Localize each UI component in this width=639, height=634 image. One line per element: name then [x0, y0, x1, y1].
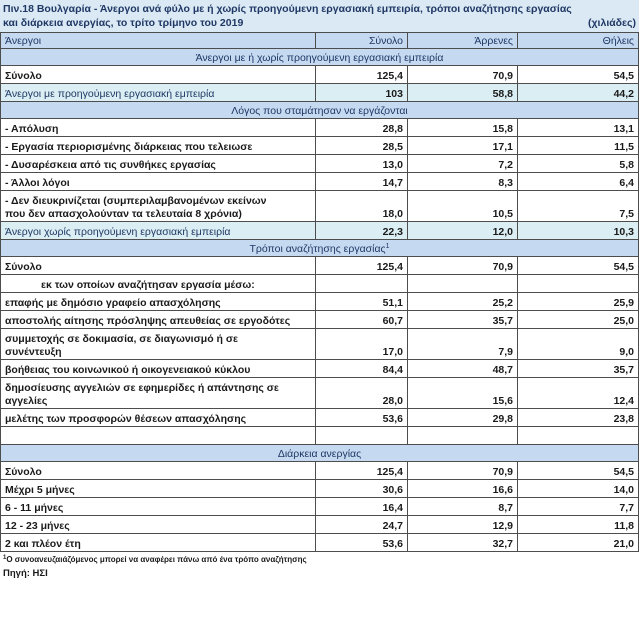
table-row: [1, 222, 639, 240]
row-label: - Δυσαρέσκεια από τις συνθήκες εργασίας: [1, 155, 316, 173]
cell-male: 25,2: [408, 293, 518, 311]
row-label: Σύνολο: [1, 257, 316, 275]
section-search-methods: [1, 240, 639, 257]
row-label: Σύνολο: [1, 66, 316, 84]
cell-female: 23,8: [518, 409, 639, 427]
row-label: Σύνολο: [1, 462, 316, 480]
row-label-line-2: που δεν απασχολούνταν τα τελευταία 8 χρόνια): [5, 208, 242, 220]
table-row: [1, 257, 639, 275]
cell-male: 58,8: [408, 84, 518, 102]
section-duration: Διάρκεια ανεργίας: [1, 445, 639, 462]
row-label: - Απόλυση: [1, 119, 316, 137]
cell-total: 28,0: [316, 378, 408, 409]
row-label-line-1: - Δεν διευκρινίζεται (συμπεριλαμβανομένων εκείνων: [5, 195, 267, 207]
row-label: [1, 329, 316, 360]
table-row: [1, 191, 639, 222]
caption-line-2: και διάρκεια ανεργίας, το τρίτο τρίμηνο του 2019: [3, 17, 244, 29]
cell-female: 12,4: [518, 378, 639, 409]
table-row: [1, 84, 639, 102]
cell-total: 53,6: [316, 534, 408, 552]
cell-total: 17,0: [316, 329, 408, 360]
header-label: Άνεργοι: [1, 33, 316, 49]
table-row: [1, 155, 639, 173]
section-experience: Άνεργοι με ή χωρίς προηγούμενη εργασιακή εμπειρία: [1, 49, 639, 66]
row-label: επαφής με δημόσιο γραφείο απασχόλησης: [1, 293, 316, 311]
footnote-marker: 1: [385, 243, 390, 250]
row-label-line-1: συμμετοχής σε δοκιμασία, σε διαγωνισμό ή σε: [5, 333, 239, 345]
cell-female: 54,5: [518, 462, 639, 480]
section-row: [1, 49, 639, 66]
cell-male: 70,9: [408, 462, 518, 480]
table-row: [1, 119, 639, 137]
table-row: [1, 275, 639, 293]
cell-female: 54,5: [518, 66, 639, 84]
unemployment-table: [0, 32, 639, 552]
cell-male: 70,9: [408, 257, 518, 275]
table-row: [1, 329, 639, 360]
cell-female: 10,3: [518, 222, 639, 240]
cell-male: 32,7: [408, 534, 518, 552]
cell-male: 48,7: [408, 360, 518, 378]
table-row: [1, 480, 639, 498]
row-label: [1, 378, 316, 409]
header-row: [1, 33, 639, 49]
cell-male: 15,6: [408, 378, 518, 409]
row-label: Άνεργοι χωρίς προηγούμενη εργασιακή εμπειρία: [1, 222, 316, 240]
cell-total: 125,4: [316, 257, 408, 275]
table-row: [1, 293, 639, 311]
section-reason: Λόγος που σταμάτησαν να εργάζονται: [1, 102, 639, 119]
row-label: - Άλλοι λόγοι: [1, 173, 316, 191]
section-row: [1, 102, 639, 119]
cell-female: 14,0: [518, 480, 639, 498]
footnote-number: 1: [3, 555, 7, 561]
cell-female: 35,7: [518, 360, 639, 378]
cell-total: 125,4: [316, 462, 408, 480]
row-label: - Εργασία περιορισμένης διάρκειας που τελειωσε: [1, 137, 316, 155]
table-row: [1, 409, 639, 427]
row-label: βοήθειας του κοινωνικού ή οικογενειακού κύκλου: [1, 360, 316, 378]
cell-female: 13,1: [518, 119, 639, 137]
cell-total: 51,1: [316, 293, 408, 311]
row-label: 6 - 11 μήνες: [1, 498, 316, 516]
cell-female: 5,8: [518, 155, 639, 173]
blank-row: [1, 427, 639, 445]
cell-total: 53,6: [316, 409, 408, 427]
cell-total: 125,4: [316, 66, 408, 84]
table-row: [1, 173, 639, 191]
cell-male: 16,6: [408, 480, 518, 498]
source-note: Πηγή: ΗΣΙ: [3, 568, 48, 579]
table-caption: [0, 0, 639, 32]
cell-female: 11,8: [518, 516, 639, 534]
table-row: [1, 378, 639, 409]
footnote-text: Ο συνοανευζαιάζόμενος μπορεί να αναφέρει πάνω από ένα τρόπο αναζήτησης: [6, 555, 307, 564]
cell-male: 7,2: [408, 155, 518, 173]
cell-female: 44,2: [518, 84, 639, 102]
cell-male: 12,9: [408, 516, 518, 534]
table-row: [1, 360, 639, 378]
cell-female: 21,0: [518, 534, 639, 552]
row-label: εκ των οποίων αναζήτησαν εργασία μέσω:: [1, 275, 316, 293]
row-label-line-1: δημοσίευσης αγγελιών σε εφημερίδες ή απάντησης σε: [5, 382, 279, 394]
table-row: [1, 462, 639, 480]
table-row: [1, 137, 639, 155]
section-row: [1, 445, 639, 462]
header-female: Θήλεις: [518, 33, 639, 49]
table-row: [1, 311, 639, 329]
cell-total: 30,6: [316, 480, 408, 498]
row-label: 2 και πλέον έτη: [1, 534, 316, 552]
cell-female: 54,5: [518, 257, 639, 275]
cell-male: 35,7: [408, 311, 518, 329]
table-row: [1, 66, 639, 84]
section-search-methods-label: Τρόποι αναζήτησης εργασίας: [249, 243, 386, 255]
cell-male: 8,3: [408, 173, 518, 191]
cell-female: 7,7: [518, 498, 639, 516]
cell-male: 7,9: [408, 329, 518, 360]
header-male: Άρρενες: [408, 33, 518, 49]
cell-male: 70,9: [408, 66, 518, 84]
cell-male: 29,8: [408, 409, 518, 427]
cell-female: 11,5: [518, 137, 639, 155]
cell-male: 12,0: [408, 222, 518, 240]
row-label: μελέτης των προσφορών θέσεων απασχόλησης: [1, 409, 316, 427]
cell-total: 84,4: [316, 360, 408, 378]
cell-male: 8,7: [408, 498, 518, 516]
caption-line-1: Πιν.18 Βουλγαρία - Άνεργοι ανά φύλο με ή χωρίς προηγούμενη εργασιακή εμπειρία, τρόποι αναζήτησης εργασίας: [3, 3, 572, 15]
cell-total: 28,8: [316, 119, 408, 137]
row-label: 12 - 23 μήνες: [1, 516, 316, 534]
cell-total: 13,0: [316, 155, 408, 173]
cell-total: 24,7: [316, 516, 408, 534]
cell-female: 25,9: [518, 293, 639, 311]
cell-female: 9,0: [518, 329, 639, 360]
cell-total: 18,0: [316, 191, 408, 222]
cell-total: 103: [316, 84, 408, 102]
row-label-line-2: συνέντευξη: [5, 346, 62, 358]
caption-unit: (χιλιάδες): [588, 17, 636, 29]
table-row: [1, 516, 639, 534]
row-label: Άνεργοι με προηγούμενη εργασιακή εμπειρία: [1, 84, 316, 102]
cell-total: 60,7: [316, 311, 408, 329]
cell-total: 14,7: [316, 173, 408, 191]
row-label: [1, 191, 316, 222]
cell-male: 10,5: [408, 191, 518, 222]
table-row: [1, 498, 639, 516]
row-label: αποστολής αίτησης πρόσληψης απευθείας σε εργοδότες: [1, 311, 316, 329]
cell-female: 25,0: [518, 311, 639, 329]
section-row: [1, 240, 639, 257]
footnote: [0, 552, 639, 565]
cell-female: 7,5: [518, 191, 639, 222]
table-row: [1, 534, 639, 552]
cell-total: 22,3: [316, 222, 408, 240]
cell-total: 28,5: [316, 137, 408, 155]
cell-male: 17,1: [408, 137, 518, 155]
cell-male: 15,8: [408, 119, 518, 137]
cell-female: 6,4: [518, 173, 639, 191]
row-label: Μέχρι 5 μήνες: [1, 480, 316, 498]
row-label-line-2: αγγελίες: [5, 395, 48, 407]
header-total: Σύνολο: [316, 33, 408, 49]
cell-total: 16,4: [316, 498, 408, 516]
